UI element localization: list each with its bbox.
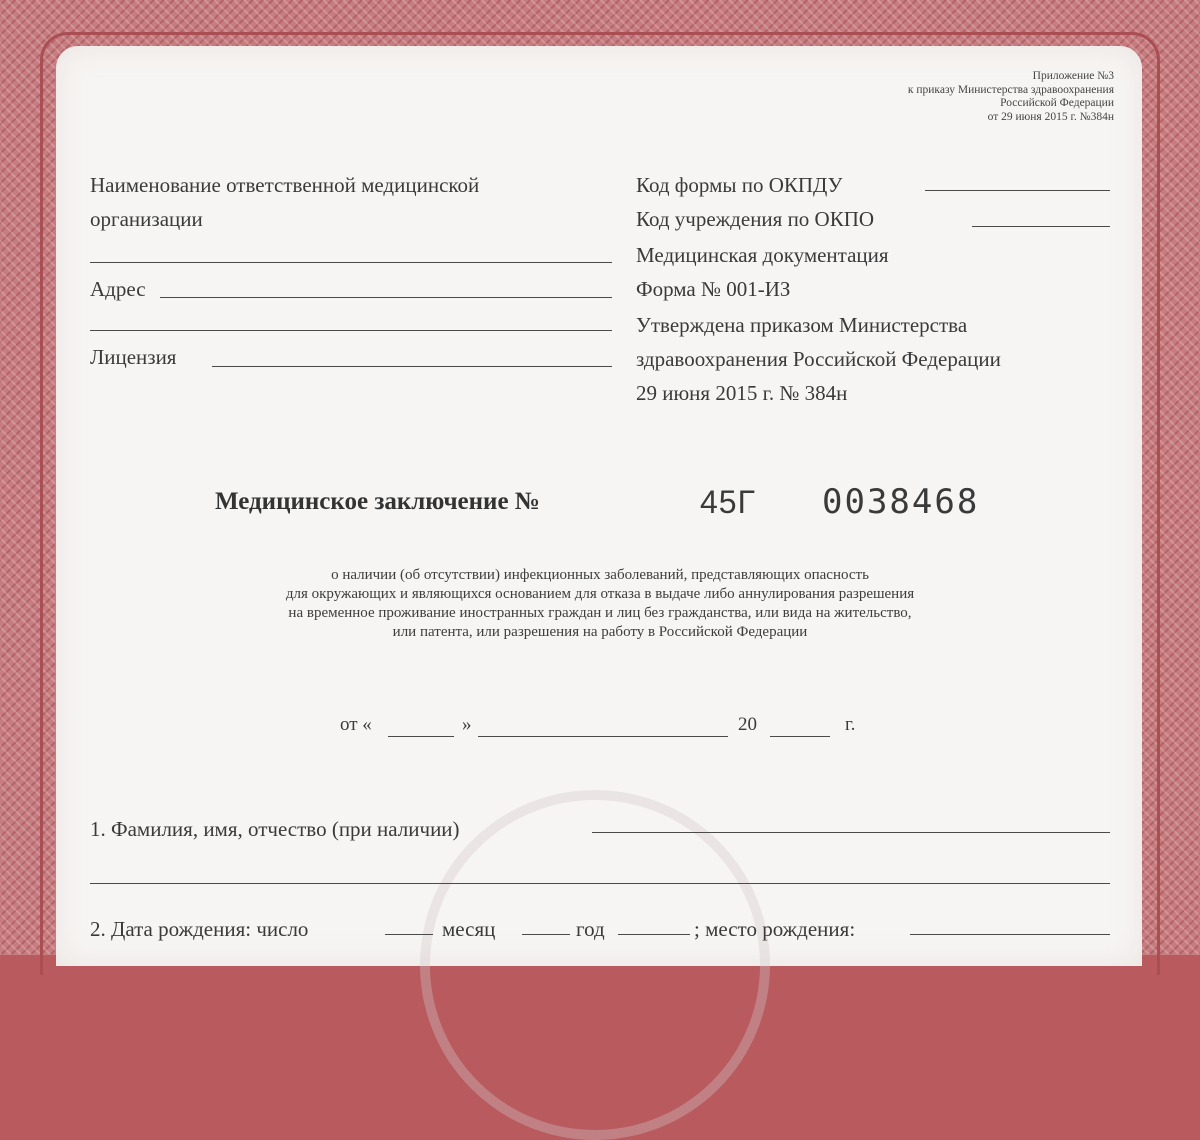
date-quote-close: »: [462, 714, 472, 735]
address-field[interactable]: [160, 297, 612, 298]
date-month-field[interactable]: [478, 736, 728, 737]
approved-line-1: Утверждена приказом Министерства: [636, 313, 968, 337]
appendix-line-1: Приложение №3: [1032, 70, 1114, 82]
birth-year-label: год: [576, 917, 605, 941]
watermark-seal: [420, 790, 770, 1140]
date-century: 20: [738, 714, 757, 735]
med-doc-label: Медицинская документация: [636, 243, 889, 267]
appendix-line-4: от 29 июня 2015 г. №384н: [987, 110, 1114, 123]
birth-place-field[interactable]: [910, 934, 1110, 935]
birth-month-field[interactable]: [522, 934, 570, 935]
approved-line-3: 29 июня 2015 г. № 384н: [636, 381, 848, 405]
org-label-1: Наименование ответственной медицинской: [90, 173, 480, 197]
okpo-field[interactable]: [972, 226, 1110, 227]
subtitle-line-4: или патента, или разрешения на работу в Российской Федерации: [392, 624, 808, 640]
certificate-series: 45Г: [700, 484, 756, 520]
form-number: Форма № 001-ИЗ: [636, 277, 791, 301]
full-name-label: 1. Фамилия, имя, отчество (при наличии): [90, 817, 460, 841]
full-name-field[interactable]: [592, 832, 1110, 833]
subtitle-line-1: о наличии (об отсутствии) инфекционных заболеваний, представляющих опасность: [331, 567, 869, 583]
date-day-field[interactable]: [388, 736, 454, 737]
okpo-label: Код учреждения по ОКПО: [636, 207, 875, 231]
address-field-2[interactable]: [90, 330, 612, 331]
date-from-label: от «: [340, 714, 372, 735]
okpdu-label: Код формы по ОКПДУ: [636, 173, 843, 197]
birth-date-label: 2. Дата рождения: число: [90, 917, 309, 941]
okpdu-field[interactable]: [925, 190, 1110, 191]
birth-place-label: ; место рождения:: [694, 917, 856, 941]
address-label: Адрес: [90, 277, 146, 301]
birth-day-field[interactable]: [385, 934, 433, 935]
subtitle-line-2: для окружающих и являющихся основанием для отказа в выдаче либо аннулирования разрешения: [285, 586, 915, 602]
approved-line-2: здравоохранения Российской Федерации: [636, 347, 1001, 371]
document-title: Медицинское заключение №: [215, 488, 540, 515]
birth-year-field[interactable]: [618, 934, 690, 935]
full-name-field-2[interactable]: [90, 883, 1110, 884]
appendix-note: [908, 70, 1114, 124]
birth-month-label: месяц: [442, 917, 496, 941]
appendix-line-3: Российской Федерации: [1000, 97, 1114, 109]
date-year-suffix: г.: [845, 714, 856, 735]
org-label-2: организации: [90, 207, 203, 231]
license-label: Лицензия: [90, 345, 177, 369]
certificate-number: 0038468: [822, 482, 980, 522]
date-year-field[interactable]: [770, 736, 830, 737]
org-name-field[interactable]: [90, 262, 612, 263]
document-subtitle: [100, 566, 1100, 642]
appendix-line-2: к приказу Министерства здравоохранения: [907, 83, 1114, 96]
subtitle-line-3: на временное проживание иностранных граждан и лиц без гражданства, или вида на жительство,: [288, 605, 912, 621]
license-field[interactable]: [212, 366, 612, 367]
